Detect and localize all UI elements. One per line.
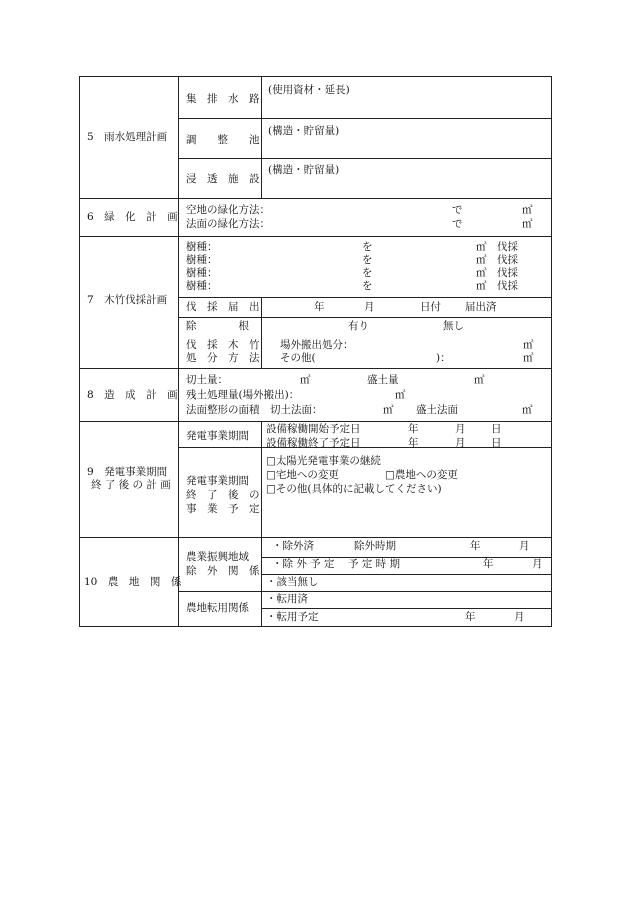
infiltration-label: 浸 透 施 設 xyxy=(186,173,260,185)
surplus-soil-label: 残土処理量(場外搬出)： xyxy=(186,389,300,401)
unit-m3: ㎥ xyxy=(395,389,406,401)
felling-text: 伐採 xyxy=(497,267,518,279)
col-divider xyxy=(178,77,179,626)
excluded-text: ・除外済 xyxy=(272,540,314,552)
wo-text: を xyxy=(362,267,373,279)
pond-label: 調 整 池 xyxy=(186,134,260,146)
section-9-title: 終 了 後 の 計 画 xyxy=(91,479,171,491)
month-text: 月 xyxy=(455,437,466,449)
wo-text: を xyxy=(362,254,373,266)
felling-text: 伐採 xyxy=(497,254,518,266)
period-label: 発電事業期間 xyxy=(186,430,249,442)
unit-m3: ㎥ xyxy=(476,280,487,292)
promotion-area-label: 除 外 関 係 xyxy=(186,565,260,577)
option-residential-checkbox[interactable]: □宅地への変更 xyxy=(266,469,339,481)
unit-m3: ㎥ xyxy=(523,339,534,351)
month-text: 月 xyxy=(519,540,530,552)
unit-m3: ㎥ xyxy=(474,374,485,386)
row-divider xyxy=(261,574,551,575)
felling-text: 伐採 xyxy=(497,280,518,292)
month-text: 月 xyxy=(532,558,543,570)
section-7-title: 7 木竹伐採計画 xyxy=(87,294,168,306)
unit-m3: ㎥ xyxy=(300,374,311,386)
section-5-title: 5 雨水処理計画 xyxy=(87,131,168,143)
start-date-label: 設備稼働開始予定日 xyxy=(266,423,361,435)
greening-open-label: 空地の緑化方法： xyxy=(186,204,270,216)
year-text: 年 xyxy=(483,558,494,570)
col-divider xyxy=(261,297,262,368)
unit-m2: ㎡ xyxy=(522,204,533,216)
row-divider xyxy=(178,158,551,159)
col-divider xyxy=(261,77,262,198)
day-text: 日 xyxy=(491,437,502,449)
species-label: 樹種： xyxy=(186,267,218,279)
disposal-label: 処 分 方 法 xyxy=(186,352,260,364)
other-close-text: )： xyxy=(436,352,451,364)
cut-volume-label: 切土量： xyxy=(186,374,228,386)
row-divider xyxy=(178,118,551,119)
planned-conversion-text: ・転用予定 xyxy=(266,611,319,623)
planned-time-label: 予 定 時 期 xyxy=(348,558,401,570)
unit-m3: ㎥ xyxy=(523,352,534,364)
year-text: 年 xyxy=(314,301,325,313)
fill-volume-label: 盛土量 xyxy=(367,374,399,386)
converted-text: ・転用済 xyxy=(266,593,308,605)
de-text: で xyxy=(452,218,463,230)
option-farmland-checkbox[interactable]: □農地への変更 xyxy=(385,469,458,481)
drain-note: (使用資材・延長) xyxy=(268,84,350,96)
felling-text: 伐採 xyxy=(497,241,518,253)
wo-text: を xyxy=(362,241,373,253)
felling-notice-label: 伐 採 届 出 xyxy=(186,301,260,313)
species-label: 樹種： xyxy=(186,280,218,292)
year-text: 年 xyxy=(465,611,476,623)
unit-m2: ㎡ xyxy=(522,404,533,416)
row-divider xyxy=(178,591,551,592)
year-text: 年 xyxy=(470,540,481,552)
conversion-label: 農地転用関係 xyxy=(186,602,249,614)
end-date-label: 設備稼働終了予定日 xyxy=(266,437,361,449)
row-divider xyxy=(178,297,551,298)
offsite-disposal-text: 場外搬出処分： xyxy=(280,339,354,351)
section-8-title: 8 造 成 計 画 xyxy=(87,389,178,401)
section-10-title: 10 農 地 関 係 xyxy=(84,576,182,588)
plan-label: 終 了 後 の xyxy=(186,489,260,501)
plan-label: 事 業 予 定 xyxy=(186,503,260,515)
unit-m2: ㎡ xyxy=(383,404,394,416)
unit-m3: ㎥ xyxy=(476,241,487,253)
unit-m3: ㎥ xyxy=(476,267,487,279)
section-6-title: 6 緑 化 計 画 xyxy=(87,211,178,223)
year-text: 年 xyxy=(408,423,419,435)
option-continue-checkbox[interactable]: □太陽光発電事業の継続 xyxy=(266,455,381,467)
slope-area-label: 法面整形の面積 切土法面： xyxy=(186,404,323,416)
date-text: 日付 xyxy=(420,301,441,313)
year-text: 年 xyxy=(408,437,419,449)
row-divider xyxy=(80,236,551,237)
day-text: 日 xyxy=(491,423,502,435)
infiltration-note: (構造・貯留量) xyxy=(268,164,340,176)
row-divider xyxy=(178,317,551,318)
planned-exclusion-text: ・除 外 予 定 xyxy=(272,558,335,570)
fill-slope-label: 盛土法面 xyxy=(416,404,458,416)
species-label: 樹種： xyxy=(186,254,218,266)
option-other-checkbox[interactable]: □その他(具体的に記載してください) xyxy=(266,483,442,495)
row-divider xyxy=(80,421,551,422)
exclusion-time-label: 除外時期 xyxy=(354,540,396,552)
root-removal-label: 除 根 xyxy=(186,320,249,332)
not-applicable-text: ・該当無し xyxy=(266,576,319,588)
row-divider xyxy=(80,537,551,538)
month-text: 月 xyxy=(514,611,525,623)
root-yes-text: 有り xyxy=(348,320,369,332)
greening-slope-label: 法面の緑化方法： xyxy=(186,218,270,230)
unit-m3: ㎥ xyxy=(476,254,487,266)
notice-done-text: 届出済 xyxy=(465,301,497,313)
month-text: 月 xyxy=(364,301,375,313)
other-disposal-text: その他( xyxy=(280,352,316,364)
row-divider xyxy=(261,608,551,609)
de-text: で xyxy=(452,204,463,216)
root-no-text: 無し xyxy=(443,320,464,332)
plan-label: 発電事業期間 xyxy=(186,475,249,487)
pond-note: (構造・貯留量) xyxy=(268,125,340,137)
month-text: 月 xyxy=(455,423,466,435)
drain-label: 集 排 水 路 xyxy=(186,93,260,105)
wo-text: を xyxy=(362,280,373,292)
row-divider xyxy=(80,198,551,199)
disposal-label: 伐 採 木 竹 xyxy=(186,339,260,351)
section-9-title: 9 発電事業期間 xyxy=(87,466,168,478)
unit-m2: ㎡ xyxy=(522,218,533,230)
promotion-area-label: 農業振興地域 xyxy=(186,551,249,563)
row-divider xyxy=(80,368,551,369)
species-label: 樹種： xyxy=(186,241,218,253)
col-divider xyxy=(261,421,262,626)
